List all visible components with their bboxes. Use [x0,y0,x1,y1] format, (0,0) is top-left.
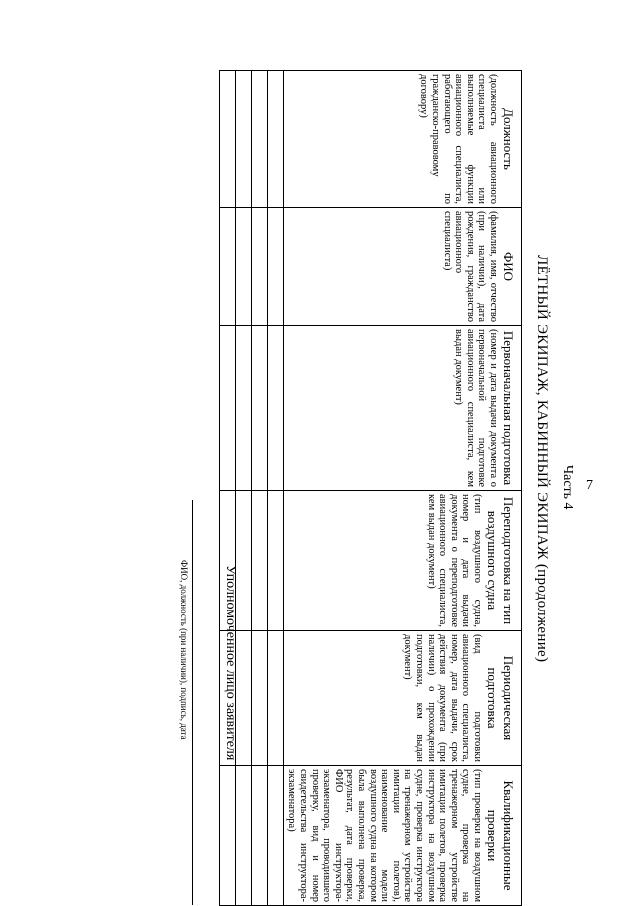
column-description: (тип проверки на воздушном судне, проверка на тренажерном устройстве имитации полетов, проверка инструктора на воздушном судне, проверка инструктора на тренажерном устройстве имитации полетов), наименование модели воздушного судна на котором была выполнена проверка, результат, дата проверки, ФИО инструктора-экзаменатора, проводившего проверку, вид и номер свидетельства инструктора-экзаменатора) [286,769,483,902]
column-description: (вид подготовки авиационного специалиста, номер, дата выдачи, срок действия документа (при наличии) о прохождении подготовки, кем выдан документ) [402,634,483,762]
table-cell[interactable] [220,326,236,491]
table-cell[interactable] [252,208,268,326]
table-cell[interactable] [236,326,252,491]
table-cell[interactable] [252,766,268,906]
column-header: Квалификационные проверки [485,780,516,891]
table-cell[interactable] [220,208,236,326]
table-row [236,71,252,906]
column-description: (номер и дата выдачи документа о первоначальной подготовке авиационного специалиста, кем выдан документ) [453,329,499,487]
part-label: Часть 4 [560,465,575,510]
table-cell[interactable] [268,326,284,491]
column-header: Первоначальная подготовка [501,330,516,486]
table-cell[interactable] [252,491,268,631]
column-description: (фамилия, имя, отчество (при наличии), дата рождения, гражданство авиационного специалиста) [441,211,499,322]
table-header-row [284,71,522,906]
page-title: ЛЁТНЫЙ ЭКИПАЖ, КАБИННЫЙ ЭКИПАЖ (продолжение) [534,255,550,663]
column-type-retraining [284,491,522,631]
table-cell[interactable] [236,208,252,326]
column-description: (тип воздушного судна, номер и дата выдачи документа о переподготовке авиационного специалиста, кем выдан документ) [425,494,483,627]
column-description: (должность авиационного специалиста или выполняемые функции авиационного специалиста, работающего по гражданско-правовому договору) [418,74,499,204]
column-qualification-checks [284,766,522,906]
column-initial-training [284,326,522,491]
table-cell[interactable] [236,766,252,906]
column-full-name [284,208,522,326]
table-cell[interactable] [268,208,284,326]
table-cell[interactable] [252,326,268,491]
table-row [252,71,268,906]
signature-line[interactable] [192,500,193,905]
column-header: Периодическая подготовка [485,655,516,741]
table-cell[interactable] [268,71,284,208]
table-cell[interactable] [220,766,236,906]
table-row [220,71,236,906]
column-periodic-training [284,631,522,766]
table-cell[interactable] [220,71,236,208]
table-cell[interactable] [236,71,252,208]
table-cell[interactable] [252,71,268,208]
signature-caption: ФИО, должность (при наличии), подпись, дата [179,560,189,740]
table-cell[interactable] [268,766,284,906]
table-cell[interactable] [252,631,268,766]
table-cell[interactable] [268,491,284,631]
crew-table [219,70,522,906]
table-row [268,71,284,906]
table-cell[interactable] [268,631,284,766]
page-number: 7 [586,478,593,493]
column-position [284,71,522,208]
column-header: ФИО [501,251,516,282]
column-header: Переподготовка на тип воздушного судна [485,496,516,625]
signatory-label: Уполномоченное лицо заявителя [223,565,238,761]
column-header: Должность [501,108,516,170]
